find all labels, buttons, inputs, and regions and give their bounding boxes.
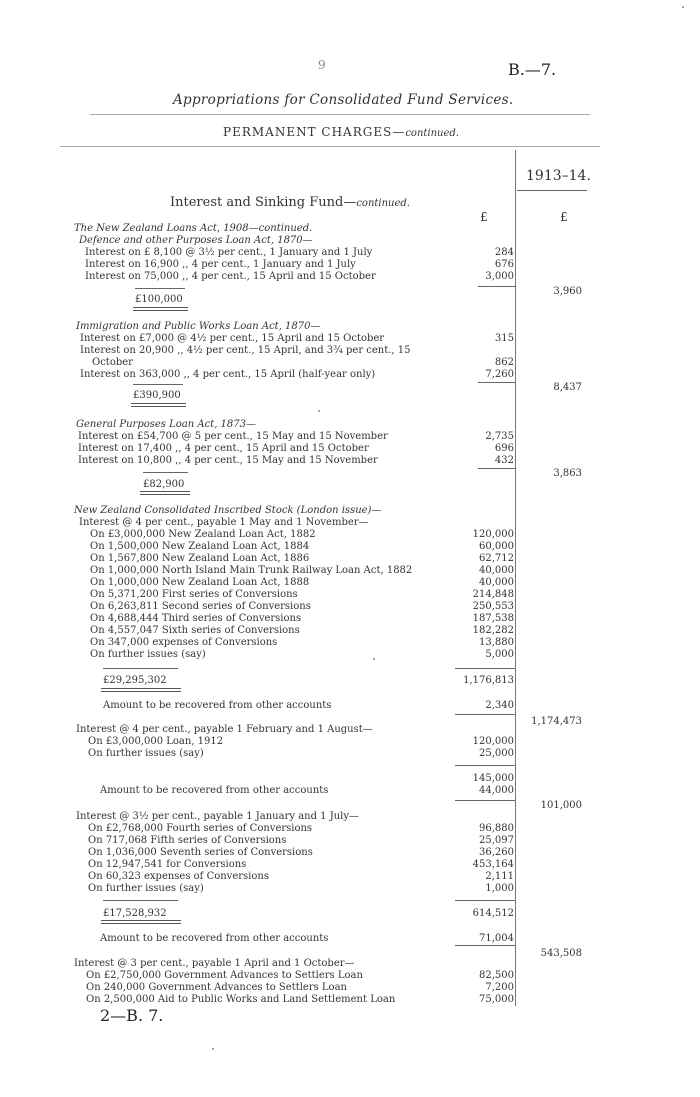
schedule-line: [0, 773, 700, 785]
total-value: 8,437: [553, 382, 582, 393]
section-title-cont: continued.: [356, 198, 410, 209]
amount-value: 676: [494, 259, 514, 270]
column-rule: [455, 900, 515, 901]
amount-value: 187,538: [472, 613, 514, 624]
line-text: £17,528,932: [103, 908, 167, 919]
schedule-line: [0, 613, 700, 625]
schedule-line: [0, 235, 700, 247]
line-text: On 1,000,000 New Zealand Loan Act, 1888: [90, 577, 310, 588]
page-footer: 2—B. 7.: [100, 1006, 164, 1025]
schedule-line: [0, 970, 700, 982]
amount-value: 214,848: [472, 589, 514, 600]
schedule-line: [0, 443, 700, 455]
schedule-line: [0, 736, 700, 748]
line-text: October: [92, 357, 133, 368]
currency-symbol-b: £: [560, 210, 568, 224]
line-text: On 1,500,000 New Zealand Loan Act, 1884: [90, 541, 310, 552]
line-text: New Zealand Consolidated Inscribed Stock (London issue)—: [74, 505, 382, 516]
schedule-line: [0, 357, 700, 369]
line-text: On £2,768,000 Fourth series of Conversions: [88, 823, 313, 834]
schedule-line: [0, 785, 700, 797]
line-text: On £3,000,000 Loan, 1912: [88, 736, 224, 747]
double-rule: [140, 491, 190, 495]
year-heading: 1913–14.: [526, 168, 591, 184]
schedule-line: [0, 369, 700, 381]
line-text: Amount to be recovered from other accounts: [100, 785, 329, 796]
schedule-line: [0, 271, 700, 283]
line-text: Amount to be recovered from other accounts: [103, 700, 332, 711]
line-text: £29,295,302: [103, 675, 167, 686]
amount-value: 1,000: [485, 883, 514, 894]
amount-value: 315: [494, 333, 514, 344]
section-title-text: Interest and Sinking Fund—: [170, 195, 357, 210]
schedule-line: [0, 649, 700, 661]
schedule-line: [0, 994, 700, 1006]
amount-value: 25,097: [479, 835, 514, 846]
column-rule: [455, 668, 515, 669]
schedule-line: [0, 637, 700, 649]
schedule-line: [0, 259, 700, 271]
line-text: Interest on 10,800 ,, 4 per cent., 15 May and 15 November: [78, 455, 378, 466]
schedule-line: [0, 748, 700, 760]
line-text: On 60,323 expenses of Conversions: [88, 871, 269, 882]
amount-value: 5,000: [485, 649, 514, 660]
line-text: On 717,068 Fifth series of Conversions: [88, 835, 287, 846]
schedule-line: [0, 823, 700, 835]
amount-value: 75,000: [479, 994, 514, 1005]
line-text: Interest @ 4 per cent., payable 1 May and 1 November—: [79, 517, 369, 528]
amount-value: 13,880: [479, 637, 514, 648]
amount-value: 7,260: [485, 369, 514, 380]
amount-value: 25,000: [479, 748, 514, 759]
schedule-line: [0, 517, 700, 529]
column-rule: [478, 286, 516, 287]
amount-value: 120,000: [472, 529, 514, 540]
line-text: Interest on £54,700 @ 5 per cent., 15 May and 15 November: [78, 431, 388, 442]
amount-value: 3,000: [485, 271, 514, 282]
column-rule: [478, 468, 516, 469]
total-value: 3,863: [553, 468, 582, 479]
amount-value: 614,512: [472, 908, 514, 919]
line-text: Amount to be recovered from other accounts: [100, 933, 329, 944]
amount-value: 120,000: [472, 736, 514, 747]
line-text: £390,900: [133, 390, 181, 401]
line-text: On 4,688,444 Third series of Conversions: [90, 613, 302, 624]
schedule-line: [0, 933, 700, 945]
total-value: 1,174,473: [531, 716, 582, 727]
header-rule: [90, 114, 590, 115]
schedule-line: [0, 541, 700, 553]
schedule-line: [0, 847, 700, 859]
document-reference: B.—7.: [508, 60, 557, 79]
amount-value: 71,004: [479, 933, 514, 944]
schedule-line: [0, 529, 700, 541]
schedule-line: [0, 223, 700, 235]
line-text: On £3,000,000 New Zealand Loan Act, 1882: [90, 529, 316, 540]
line-text: On 1,567,800 New Zealand Loan Act, 1886: [90, 553, 310, 564]
schedule-line: [0, 859, 700, 871]
schedule-line: [0, 333, 700, 345]
schedule-line: [0, 625, 700, 637]
total-value: 543,508: [540, 948, 582, 959]
schedule-line: [0, 455, 700, 467]
speck: [212, 1048, 214, 1050]
line-text: On 1,036,000 Seventh series of Conversions: [88, 847, 313, 858]
line-text: On 4,557,047 Sixth series of Conversions: [90, 625, 300, 636]
schedule-line: [0, 700, 700, 712]
double-rule: [101, 920, 181, 924]
amount-value: 453,164: [472, 859, 514, 870]
line-text: On further issues (say): [88, 748, 204, 759]
currency-symbol-a: £: [480, 210, 488, 224]
amount-value: 1,176,813: [463, 675, 514, 686]
line-text: On further issues (say): [88, 883, 204, 894]
line-text: Interest @ 3 per cent., payable 1 April and 1 October—: [74, 958, 355, 969]
amount-value: 62,712: [479, 553, 514, 564]
line-text: Interest on 363,000 ,, 4 per cent., 15 April (half-year only): [80, 369, 376, 380]
amount-value: 2,735: [485, 431, 514, 442]
line-text: On 6,263,811 Second series of Conversions: [90, 601, 311, 612]
amount-value: 145,000: [472, 773, 514, 784]
schedule-line: [0, 601, 700, 613]
schedule-line: [0, 505, 700, 517]
double-rule: [131, 403, 186, 407]
amount-value: 96,880: [479, 823, 514, 834]
line-text: On 347,000 expenses of Conversions: [90, 637, 278, 648]
line-text: On further issues (say): [90, 649, 206, 660]
amount-value: 44,000: [479, 785, 514, 796]
line-text: Interest on £7,000 @ 4½ per cent., 15 April and 15 October: [80, 333, 385, 344]
line-text: Interest @ 4 per cent., payable 1 February and 1 August—: [76, 724, 373, 735]
subtitle-cont: continued.: [405, 128, 459, 139]
amount-value: 432: [494, 455, 514, 466]
year-rule: [517, 190, 587, 191]
schedule-line: [0, 982, 700, 994]
column-rule: [455, 765, 515, 766]
schedule-line: [0, 479, 700, 491]
schedule-line: [0, 565, 700, 577]
schedule-line: [0, 908, 700, 920]
subtotal-rule: [133, 384, 183, 385]
amount-value: 36,260: [479, 847, 514, 858]
schedule-line: [0, 390, 700, 402]
line-text: Interest on £ 8,100 @ 3½ per cent., 1 January and 1 July: [85, 247, 373, 258]
amount-value: 40,000: [479, 577, 514, 588]
column-rule: [455, 800, 515, 801]
schedule-line: [0, 247, 700, 259]
column-rule: [455, 714, 515, 715]
column-rule: [478, 382, 516, 383]
line-text: Interest @ 3½ per cent., payable 1 January and 1 July—: [76, 811, 360, 822]
schedule-line: [0, 294, 700, 306]
total-value: 3,960: [553, 286, 582, 297]
speck: [682, 6, 684, 8]
section-title: [170, 195, 410, 210]
schedule-line: [0, 431, 700, 443]
line-text: Immigration and Public Works Loan Act, 1870—: [76, 321, 321, 332]
amount-value: 40,000: [479, 565, 514, 576]
schedule-line: [0, 321, 700, 333]
schedule-line: [0, 724, 700, 736]
page-number: 9: [318, 58, 326, 72]
subtotal-rule: [103, 900, 178, 901]
schedule-line: [0, 835, 700, 847]
total-value: 101,000: [540, 800, 582, 811]
amount-value: 2,340: [485, 700, 514, 711]
line-text: Interest on 16,900 ,, 4 per cent., 1 January and 1 July: [85, 259, 356, 270]
subtotal-rule: [135, 288, 185, 289]
line-text: On 5,371,200 First series of Conversions: [90, 589, 298, 600]
schedule-line: [0, 883, 700, 895]
amount-value: 82,500: [479, 970, 514, 981]
schedule-line: [0, 675, 700, 687]
amount-value: 250,553: [472, 601, 514, 612]
line-text: Interest on 17,400 ,, 4 per cent., 15 April and 15 October: [78, 443, 369, 454]
amount-value: 7,200: [485, 982, 514, 993]
double-rule: [101, 688, 181, 692]
amount-value: 182,282: [472, 625, 514, 636]
page-title: Appropriations for Consolidated Fund Services.: [173, 92, 514, 108]
line-text: On £2,750,000 Government Advances to Settlers Loan: [86, 970, 363, 981]
line-text: General Purposes Loan Act, 1873—: [76, 419, 257, 430]
amount-value: 862: [494, 357, 514, 368]
line-text: On 2,500,000 Aid to Public Works and Land Settlement Loan: [86, 994, 396, 1005]
amount-value: 2,111: [485, 871, 514, 882]
line-text: On 1,000,000 North Island Main Trunk Railway Loan Act, 1882: [90, 565, 413, 576]
line-text: Interest on 75,000 ,, 4 per cent., 15 April and 15 October: [85, 271, 376, 282]
line-text: £100,000: [135, 294, 183, 305]
line-text: Defence and other Purposes Loan Act, 1870—: [79, 235, 313, 246]
subtitle-rule: [60, 146, 600, 147]
schedule-line: [0, 871, 700, 883]
line-text: The New Zealand Loans Act, 1908—continued.: [74, 223, 313, 234]
schedule-line: [0, 553, 700, 565]
schedule-line: [0, 345, 700, 357]
line-text: On 12,947,541 for Conversions: [88, 859, 247, 870]
schedule-line: [0, 419, 700, 431]
line-text: £82,900: [143, 479, 185, 490]
schedule-line: [0, 811, 700, 823]
speck: [318, 410, 320, 412]
speck: [373, 658, 375, 660]
subtotal-rule: [103, 668, 178, 669]
double-rule: [133, 307, 188, 311]
amount-value: 696: [494, 443, 514, 454]
column-rule: [455, 945, 515, 946]
schedule-line: [0, 958, 700, 970]
schedule-line: [0, 577, 700, 589]
amount-value: 60,000: [479, 541, 514, 552]
amount-value: 284: [494, 247, 514, 258]
page-subtitle: [223, 125, 459, 139]
line-text: Interest on 20,900 ,, 4½ per cent., 15 April, and 3¾ per cent., 15: [80, 345, 411, 356]
subtitle-main: PERMANENT CHARGES—: [223, 125, 406, 139]
schedule-line: [0, 589, 700, 601]
subtotal-rule: [143, 472, 188, 473]
line-text: On 240,000 Government Advances to Settlers Loan: [86, 982, 347, 993]
